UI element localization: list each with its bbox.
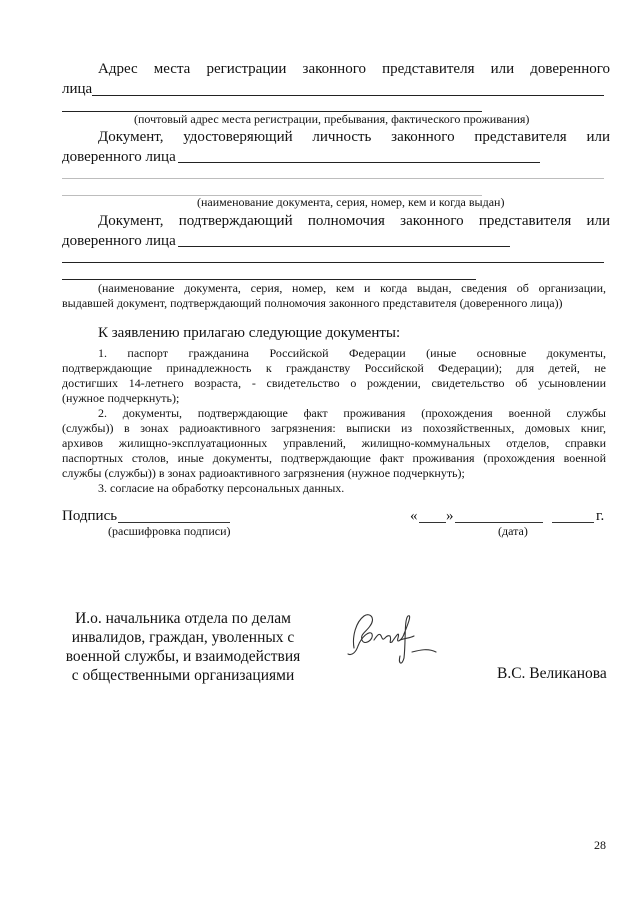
attachment-item-3: 3. согласие на обработку персональных данных. <box>98 481 345 495</box>
date-close-quote: » <box>446 508 454 524</box>
registration-address-field-line1[interactable] <box>92 95 604 96</box>
official-title-line3: военной службы, и взаимодействия <box>65 648 301 665</box>
identity-document-label-line2: доверенного лица <box>62 149 176 165</box>
signature-decode-caption: (расшифровка подписи) <box>108 524 231 538</box>
signature-label: Подпись <box>62 508 118 524</box>
attachments-heading: К заявлению прилагаю следующие документы: <box>98 325 401 341</box>
authority-document-field-line2[interactable] <box>62 262 604 263</box>
official-title-line4: с общественными организациями <box>71 667 295 684</box>
identity-document-label-line1: Документ, удостоверяющий личность законного представителя или <box>98 129 610 145</box>
authority-document-label-line2: доверенного лица <box>62 233 176 249</box>
date-caption: (дата) <box>498 524 528 538</box>
page-number: 28 <box>594 838 606 852</box>
official-name: В.С. Великанова <box>497 665 607 682</box>
attachment-item-1-line4: (нужное подчеркнуть); <box>62 391 180 405</box>
authority-document-caption-line2: выдавшей документ, подтверждающий полномочия законного представителя (доверенного лица)) <box>62 296 563 310</box>
official-title-line1: И.о. начальника отдела по делам <box>75 610 291 627</box>
attachment-item-1-line2: подтверждающие принадлежность к гражданству Российской Федерации); для детей, не <box>62 361 606 375</box>
attachment-item-2-line2: (службы)) в зонах радиоактивного загрязнения: выписки из похозяйственных, домовых книг, <box>62 421 606 435</box>
date-month-field[interactable] <box>455 522 543 523</box>
date-year-field[interactable] <box>552 522 594 523</box>
registration-address-label-line1: Адрес места регистрации законного представителя или доверенного <box>98 61 610 77</box>
attachment-item-2-line3: архивов жилищно-эксплуатационных управлений, жилищно-коммунальных отделов, справки <box>62 436 606 450</box>
identity-document-field-line2[interactable] <box>62 178 604 179</box>
attachment-item-2-line1: 2. документы, подтверждающие факт проживания (прохождения военной службы <box>98 406 606 420</box>
attachment-item-2-line5: службы (службы)) в зонах радиоактивного загрязнения (нужное подчеркнуть); <box>62 466 465 480</box>
identity-document-field-line1[interactable] <box>178 162 540 163</box>
attachment-item-1-line3: достигших 14-летнего возраста, - свидетельство о рождении, свидетельство об усыновлении <box>62 376 606 390</box>
attachment-item-2-line4: паспортных столов, иные документы, подтверждающие факт проживания (прохождения военной <box>62 451 606 465</box>
authority-document-label-line1: Документ, подтверждающий полномочия законного представителя или <box>98 213 610 229</box>
authority-document-field-line3[interactable] <box>62 279 476 280</box>
identity-document-caption: (наименование документа, серия, номер, кем и когда выдан) <box>197 195 505 209</box>
registration-address-label-line2: лица <box>62 81 93 97</box>
attachment-item-1-line1: 1. паспорт гражданина Российской Федерации (иные основные документы, <box>98 346 606 360</box>
official-title <box>58 609 308 685</box>
signature-field[interactable] <box>118 522 230 523</box>
date-day-field[interactable] <box>419 522 446 523</box>
date-open-quote: « <box>410 508 418 524</box>
handwritten-signature <box>340 600 440 672</box>
date-year-suffix: г. <box>596 508 605 524</box>
registration-address-caption: (почтовый адрес места регистрации, пребывания, фактического проживания) <box>134 112 530 126</box>
official-title-line2: инвалидов, граждан, уволенных с <box>71 629 295 646</box>
authority-document-caption-line1: (наименование документа, серия, номер, кем и когда выдан, сведения об организации, <box>98 281 606 295</box>
authority-document-field-line1[interactable] <box>178 246 510 247</box>
